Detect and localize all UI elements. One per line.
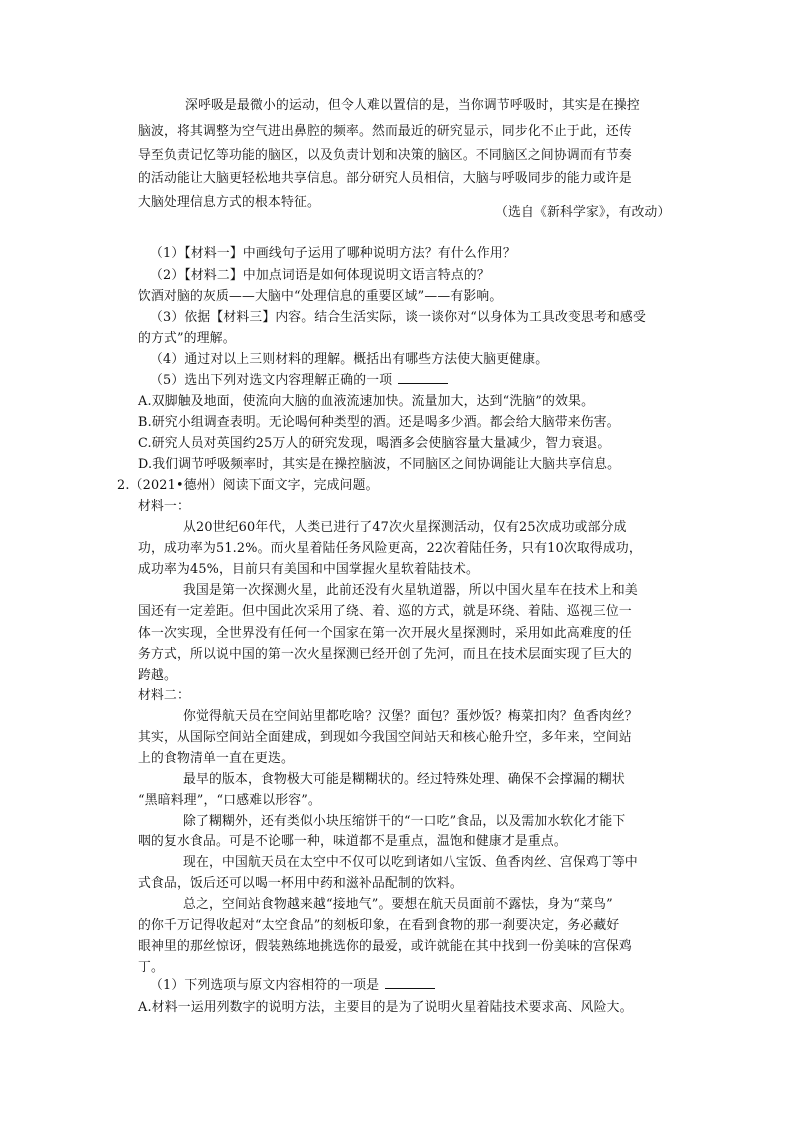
passage-line: 咽的复水食品。可是不论哪一种，味道都不是重点，温饱和健康才是重点。 [138, 834, 567, 850]
question-item: （2）【材料二】中加点词语是如何体现说明文语言特点的？ [150, 268, 490, 283]
passage-line: 深呼吸是最微小的运动，但令人难以置信的是，当你调节呼吸时，其实是在操控 [185, 98, 640, 113]
passage-line: 你觉得航天员在空间站里都吃啥？汉堡？面包？蛋炒饭？梅菜扣肉？鱼香肉丝？ [183, 709, 638, 724]
passage-line: 脑波，将其调整为空气进出鼻腔的频率。然而最近的研究显示，同步化不止于此，还传 [138, 124, 632, 139]
passage-line: 的活动能让大脑更轻松地共享信息。部分研究人员相信，大脑与呼吸同步的能力或许是 [138, 171, 632, 186]
option-c: C.研究人员对英国约25万人的研究发现，喝酒多会使脑容量大量减少，智力衰退。 [138, 436, 611, 451]
question-heading: 2.（2021•德州）阅读下面文字，完成问题。 [117, 478, 379, 493]
passage-line: 我国是第一次探测火星，此前还没有火星轨道器，所以中国火星车在技术上和美 [183, 583, 638, 599]
passage-line: 上的食物清单一直在更迭。 [138, 750, 294, 766]
source-citation: （选自《新科学家》，有改动） [495, 205, 671, 220]
passage-line: 除了糊糊外，还有类似小块压缩饼干的“一口吃”食品，以及需加水软化才能下 [183, 813, 626, 829]
passage-line: 最早的版本，食物极大可能是糊糊状的。经过特殊处理、确保不会撑漏的糊状 [183, 771, 625, 787]
passage-line: “黑暗料理”，“口感难以形容”。 [138, 792, 321, 808]
question-item: （3）依据【材料三】内容。结合生活实际，谈一谈你对“以身体为工具改变思考和感受 [150, 310, 646, 325]
question-item-with-blank [150, 976, 435, 996]
answer-blank[interactable] [398, 371, 448, 384]
passage-line: 丁。 [138, 959, 164, 975]
question-item: （4）通过对以上三则材料的理解。概括出有哪些方法使大脑更健康。 [150, 352, 549, 367]
question-item: 的方式”的理解。 [138, 331, 236, 346]
answer-blank[interactable] [385, 976, 435, 989]
material-label: 材料一： [138, 499, 190, 514]
passage-line: 其实，从国际空间站全面建成，到现如今我国空间站天和核心舱升空，多年来，空间站 [138, 729, 632, 745]
passage-line: 务方式，所以说中国的第一次火星探测已经开创了先河，而且在技术层面实现了巨大的 [138, 646, 632, 662]
material-label: 材料二： [138, 688, 190, 703]
option-a: A.双脚触及地面，使流向大脑的血液流速加快。流量加大，达到“洗脑”的效果。 [138, 394, 595, 409]
question-item-with-blank [150, 371, 448, 391]
passage-line: 跨越。 [138, 667, 177, 683]
question-item: 饮酒对脑的灰质——大脑中“处理信息的重要区域”——有影响。 [138, 289, 503, 304]
passage-line: 的你千万记得收起对“太空食品”的刻板印象，在看到食物的那一刹要决定，务必藏好 [138, 918, 620, 933]
option-b: B.研究小组调查表明。无论喝何种类型的酒。还是喝多少酒。都会给大脑带来伤害。 [138, 415, 620, 430]
passage-line: 眼神里的那丝惊讶，假装熟练地挑选你的最爱，或许就能在其中找到一份美味的宫保鸡 [138, 938, 632, 954]
passage-line: 总之，空间站食物越来越“接地气”。要想在航天员面前不露怯，身为“菜鸟” [183, 897, 613, 913]
question-item: （1）【材料一】中画线句子运用了哪种说明方法？有什么作用？ [150, 246, 516, 261]
passage-line: 成功率为45%，目前只有美国和中国掌握火星软着陆技术。 [138, 562, 479, 578]
passage-line: 体一次实现，全世界没有任何一个国家在第一次开展火星探测时，采用如此高难度的任 [138, 625, 632, 641]
passage-line: 式食品，饭后还可以喝一杯用中药和滋补品配制的饮料。 [138, 876, 463, 892]
question-text: （5）选出下列对选文内容理解正确的一项 [150, 373, 393, 388]
passage-line: 大脑处理信息方式的根本特征。 [138, 195, 320, 210]
passage-line: 导至负责记忆等功能的脑区，以及负责计划和决策的脑区。不同脑区之间协调而有节奏 [138, 148, 632, 163]
option-d: D.我们调节呼吸频率时，其实是在操控脑波，不同脑区之间协调能让大脑共享信息。 [138, 457, 621, 472]
passage-line: 从20世纪60年代，人类已进行了47次火星探测活动，仅有25次成功或部分成 [183, 520, 627, 535]
passage-line: 现在，中国航天员在太空中不仅可以吃到诸如八宝饭、鱼香肉丝、宫保鸡丁等中 [183, 855, 638, 871]
question-text: （1）下列选项与原文内容相符的一项是 [150, 978, 380, 993]
passage-line: 功，成功率为51.2%。而火星着陆任务风险更高，22次着陆任务，只有10次取得成功， [138, 541, 642, 557]
option-a: A.材料一运用列数字的说明方法，主要目的是为了说明火星着陆技术要求高、风险大。 [138, 1000, 633, 1015]
passage-line: 国还有一定差距。但中国此次采用了绕、着、巡的方式，就是环绕、着陆、巡视三位一 [138, 604, 632, 620]
